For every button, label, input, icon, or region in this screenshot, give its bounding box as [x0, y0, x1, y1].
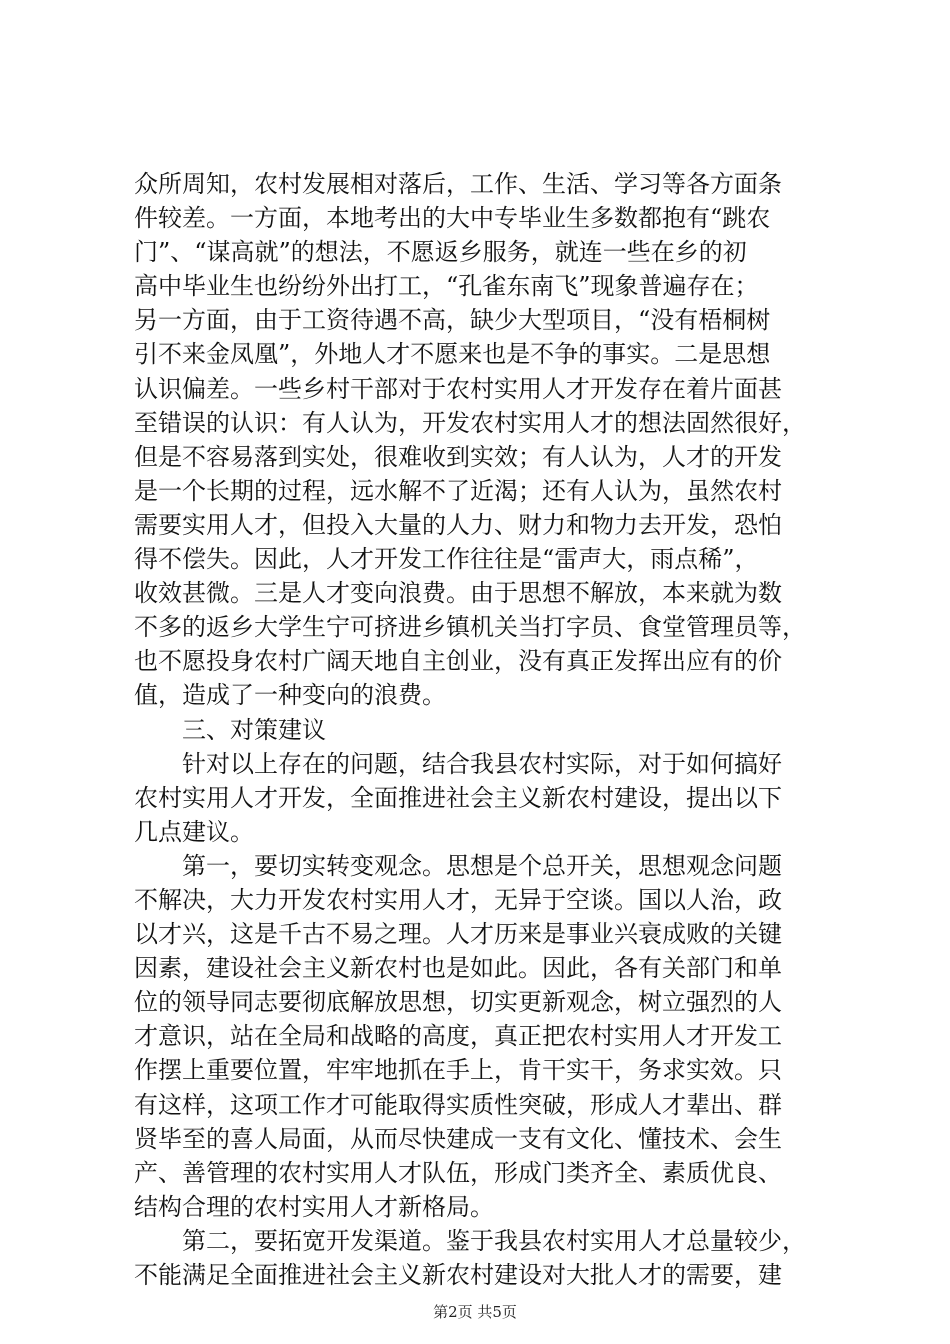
- text-line: 才意识，站在全局和战略的高度，真正把农村实用人才开发工: [134, 1022, 782, 1051]
- text-line: 第二，要拓宽开发渠道。鉴于我县农村实用人才总量较少，: [134, 1226, 806, 1255]
- text-line: 件较差。一方面，本地考出的大中专毕业生多数都抱有“跳农: [134, 204, 771, 233]
- text-line: 引不来金凤凰”，外地人才不愿来也是不争的事实。二是思想: [134, 340, 771, 369]
- text-line: 结构合理的农村实用人才新格局。: [134, 1192, 494, 1221]
- text-line: 门”、“谋高就”的想法，不愿返乡服务，就连一些在乡的初: [134, 238, 747, 267]
- text-line: 需要实用人才，但投入大量的人力、财力和物力去开发，恐怕: [134, 510, 782, 539]
- text-line: 位的领导同志要彻底解放思想，切实更新观念，树立强烈的人: [134, 988, 782, 1017]
- text-line: 贤毕至的喜人局面，从而尽快建成一支有文化、懂技术、会生: [134, 1124, 782, 1153]
- text-line: 有这样，这项工作才可能取得实质性突破，形成人才辈出、群: [134, 1090, 782, 1119]
- text-line: 不解决，大力开发农村实用人才，无异于空谈。国以人治，政: [134, 885, 782, 914]
- text-line: 产、善管理的农村实用人才队伍，形成门类齐全、素质优良、: [134, 1158, 782, 1187]
- text-line: 也不愿投身农村广阔天地自主创业，没有真正发挥出应有的价: [134, 647, 782, 676]
- text-line: 收效甚微。三是人才变向浪费。由于思想不解放，本来就为数: [134, 579, 782, 608]
- text-line: 得不偿失。因此，人才开发工作往往是“雷声大，雨点稀”，: [134, 545, 759, 574]
- text-line: 众所周知，农村发展相对落后，工作、生活、学习等各方面条: [134, 170, 782, 198]
- text-line: 几点建议。: [134, 817, 254, 846]
- text-line: 农村实用人才开发，全面推进社会主义新农村建设，提出以下: [134, 783, 782, 812]
- text-line: 不多的返乡大学生宁可挤进乡镇机关当打字员、食堂管理员等，: [134, 613, 806, 642]
- page-footer: 第2页 共5页: [433, 1303, 517, 1321]
- text-line: 以才兴，这是千古不易之理。人才历来是事业兴衰成败的关键: [134, 920, 782, 949]
- text-line: 作摆上重要位置，牢牢地抓在手上，肯干实干，务求实效。只: [134, 1056, 782, 1085]
- text-line: 针对以上存在的问题，结合我县农村实际，对于如何搞好: [134, 749, 782, 778]
- text-line: 但是不容易落到实处，很难收到实效；有人认为，人才的开发: [134, 442, 782, 471]
- text-line: 另一方面，由于工资待遇不高，缺少大型项目，“没有梧桐树: [134, 306, 771, 335]
- text-line: 是一个长期的过程，远水解不了近渴；还有人认为，虽然农村: [134, 476, 782, 505]
- text-line: 认识偏差。一些乡村干部对于农村实用人才开发存在着片面甚: [134, 374, 782, 403]
- text-line: 至错误的认识：有人认为，开发农村实用人才的想法固然很好，: [134, 408, 806, 437]
- text-line: 值，造成了一种变向的浪费。: [134, 681, 446, 710]
- text-line: 第一，要切实转变观念。思想是个总开关，思想观念问题: [134, 851, 782, 880]
- text-line: 三、对策建议: [134, 715, 326, 744]
- text-line: 因素，建设社会主义新农村也是如此。因此，各有关部门和单: [134, 954, 782, 983]
- text-line: 不能满足全面推进社会主义新农村建设对大批人才的需要，建: [134, 1261, 782, 1289]
- text-line: 高中毕业生也纷纷外出打工，“孔雀东南飞”现象普遍存在；: [134, 272, 759, 301]
- body-text: [134, 167, 834, 1292]
